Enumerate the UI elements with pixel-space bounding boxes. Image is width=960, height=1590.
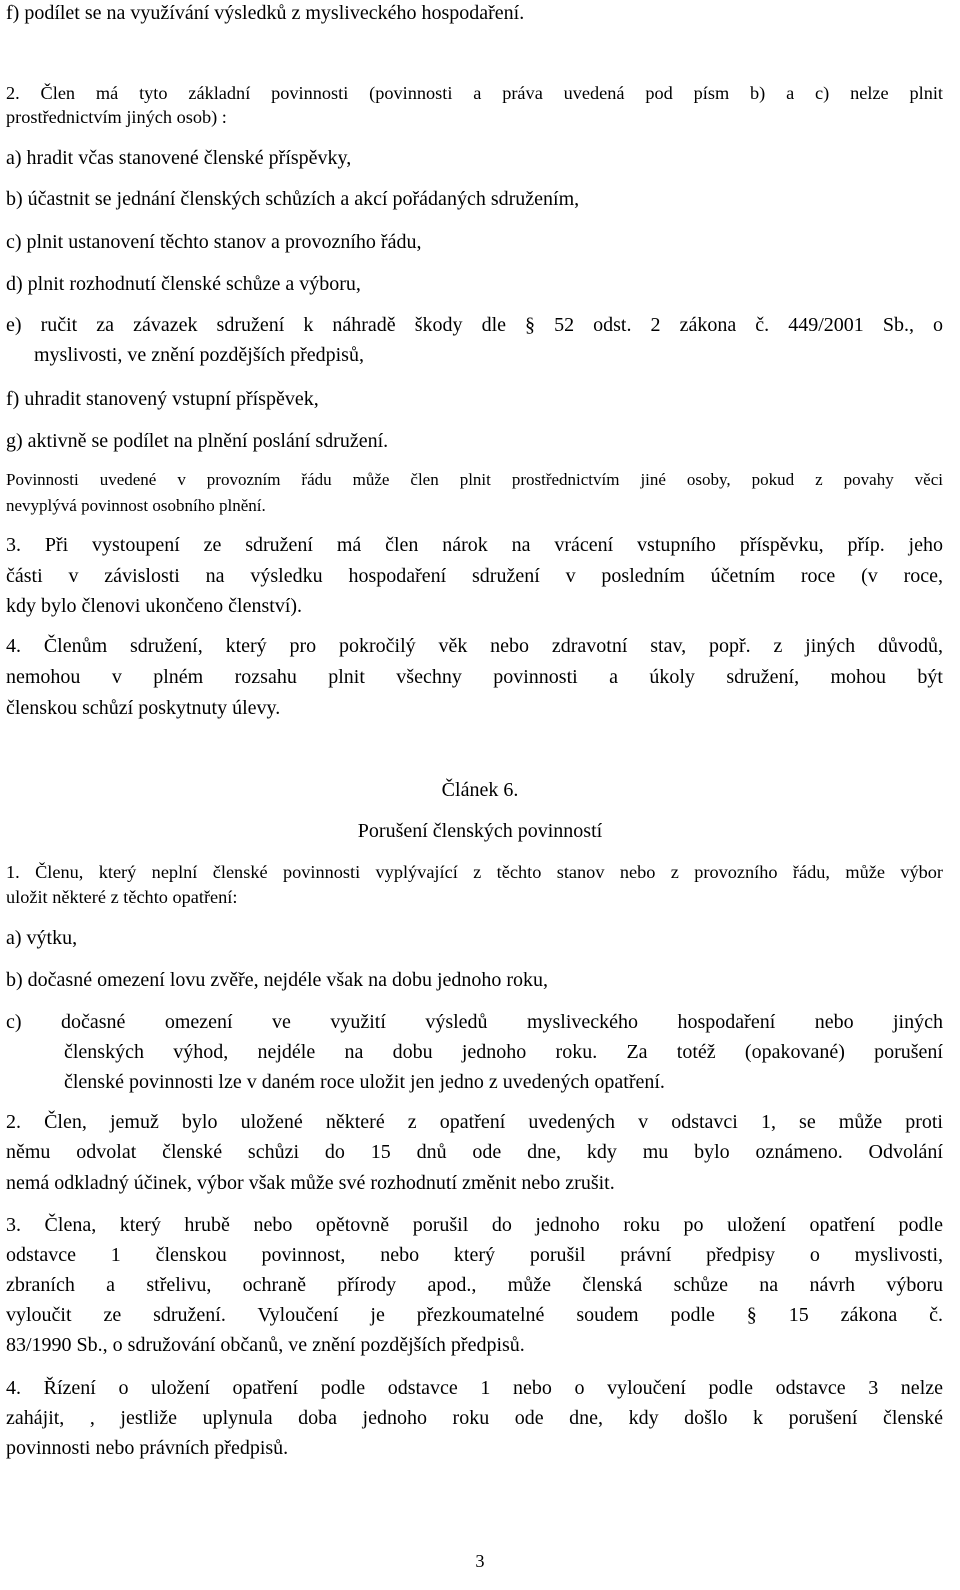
page-number: 3 xyxy=(475,1551,485,1571)
list-item-d: d) plnit rozhodnutí členské schůze a výboru, xyxy=(6,273,361,295)
list-item-f: f) uhradit stanovený vstupní příspěvek, xyxy=(6,388,319,410)
paragraph-2-line-1: 2. Člen má tyto základní povinnosti (povinnosti a práva uvedená pod písm b) a c) nelze plnit xyxy=(6,83,943,103)
paragraph-3-line-1: 3. Při vystoupení ze sdružení má člen nárok na vrácení vstupního příspěvku, příp. jeho xyxy=(6,534,943,556)
list-item-a: a) hradit včas stanovené členské příspěvky, xyxy=(6,147,352,169)
article-6-para-4-line-2: zahájit, , jestliže uplynula doba jednoho roku ode dne, kdy došlo k porušení členské xyxy=(6,1407,943,1429)
list-item-g: g) aktivně se podílet na plnění poslání sdružení. xyxy=(6,430,389,452)
list-item-c: c) plnit ustanovení těchto stanov a provozního řádu, xyxy=(6,231,422,253)
article-6-para-3-line-2: odstavce 1 členskou povinnost, nebo který porušil právní předpisy o myslivosti, xyxy=(6,1244,943,1266)
article-6-para-2-line-1: 2. Člen, jemuž bylo uložené některé z opatření uvedených v odstavci 1, se může proti xyxy=(6,1111,943,1133)
paragraph-4-line-3: členskou schůzí poskytnuty úlevy. xyxy=(6,697,281,719)
article-6-para-3-line-3: zbraních a střelivu, ochraně přírody apod., může členská schůze na návrh výboru xyxy=(6,1274,943,1296)
article-6-list-item-a: a) výtku, xyxy=(6,927,78,949)
article-6-list-item-c-line-1: c) dočasné omezení ve využití výsledů mysliveckého hospodaření nebo jiných xyxy=(6,1011,943,1033)
article-6-list-item-c-line-3: členské povinnosti lze v daném roce uložit jen jedno z uvedených opatření. xyxy=(64,1071,665,1093)
paragraph-3-line-2: části v závislosti na výsledku hospodaření sdružení v posledním účetním roce (v roce, xyxy=(6,565,943,587)
list-item-e-line-1: e) ručit za závazek sdružení k náhradě škody dle § 52 odst. 2 zákona č. 449/2001 Sb., o xyxy=(6,314,943,336)
article-6-para-3-line-1: 3. Člena, který hrubě nebo opětovně porušil do jednoho roku po uložení opatření podle xyxy=(6,1214,943,1236)
article-6-para-2-line-3: nemá odkladný účinek, výbor však může své rozhodnutí změnit nebo zrušit. xyxy=(6,1172,615,1194)
note-line-2: nevyplývá povinnost osobního plnění. xyxy=(6,496,266,515)
article-6-para-3-line-5: 83/1990 Sb., o sdružování občanů, ve znění pozdějších předpisů. xyxy=(6,1334,525,1356)
paragraph-3-line-3: kdy bylo členovi ukončeno členství). xyxy=(6,595,303,617)
list-item-b: b) účastnit se jednání členských schůzích a akcí pořádaných sdružením, xyxy=(6,188,580,210)
article-6-para-2-line-2: němu odvolat členské schůzi do 15 dnů ode dne, kdy mu bylo oznámeno. Odvolání xyxy=(6,1141,943,1163)
article-6-para-1-line-1: 1. Členu, který neplní členské povinnosti vyplývající z těchto stanov nebo z provozního řádu, může výbor xyxy=(6,862,943,882)
article-6-list-item-c-line-2: členských výhod, nejdéle na dobu jednoho roku. Za totéž (opakované) porušení xyxy=(64,1041,943,1063)
paragraph-2-line-2: prostřednictvím jiných osob) : xyxy=(6,107,227,127)
article-number: Článek 6. xyxy=(441,779,519,801)
paragraph-4-line-1: 4. Členům sdružení, který pro pokročilý věk nebo zdravotní stav, popř. z jiných důvodů, xyxy=(6,635,943,657)
article-title: Porušení členských povinností xyxy=(357,820,603,842)
article-6-para-3-line-4: vyloučit ze sdružení. Vyloučení je přezkoumatelné soudem podle § 15 zákona č. xyxy=(6,1304,943,1326)
list-item-e-line-2: myslivosti, ve znění pozdějších předpisů, xyxy=(34,344,364,366)
list-item-f-top: f) podílet se na využívání výsledků z mysliveckého hospodaření. xyxy=(6,2,525,24)
paragraph-4-line-2: nemohou v plném rozsahu plnit všechny povinnosti a úkoly sdružení, mohou být xyxy=(6,666,943,688)
article-6-list-item-b: b) dočasné omezení lovu zvěře, nejdéle však na dobu jednoho roku, xyxy=(6,969,549,991)
article-6-para-4-line-3: povinnosti nebo právních předpisů. xyxy=(6,1437,289,1459)
article-6-para-4-line-1: 4. Řízení o uložení opatření podle odstavce 1 nebo o vyloučení podle odstavce 3 nelze xyxy=(6,1377,943,1399)
note-line-1: Povinnosti uvedené v provozním řádu může člen plnit prostřednictvím jiné osoby, pokud z povahy věci xyxy=(6,470,943,489)
article-6-para-1-line-2: uložit některé z těchto opatření: xyxy=(6,887,238,907)
